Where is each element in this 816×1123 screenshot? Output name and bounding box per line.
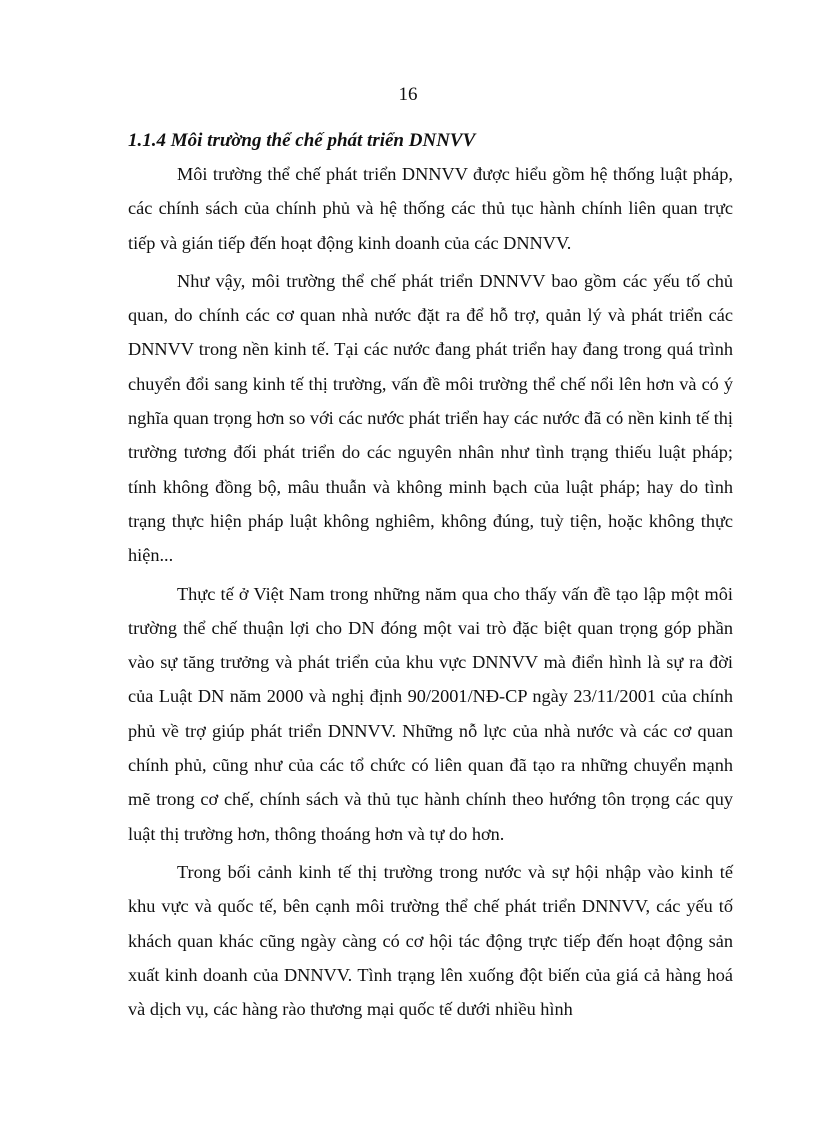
paragraph-vietnam-reality: Thực tế ở Việt Nam trong những năm qua cho thấy vấn đề tạo lập một môi trường thể chế thuận lợi cho DN đóng một vai trò đặc biệt quan trọng góp phần vào sự tăng trưởng và phát triển của khu vực DNNVV mà điển hình là sự ra đời của Luật DN năm 2000 và nghị định 90/2001/NĐ-CP ngày 23/11/2001 của chính phủ về trợ giúp phát triển DNNVV. Những nỗ lực của nhà nước và các cơ quan chính phủ, cũng như của các tổ chức có liên quan đã tạo ra những chuyển mạnh mẽ trong cơ chế, chính sách và thủ tục hành chính theo hướng tôn trọng các quy luật thị trường hơn, thông thoáng hơn và tự do hơn.	[128, 583, 733, 844]
page-content	[128, 124, 733, 1026]
paragraph-market-context: Trong bối cảnh kinh tế thị trường trong nước và sự hội nhập vào kinh tế khu vực và quốc tế, bên cạnh môi trường thể chế phát triển DNNVV, các yếu tố khách quan khác cũng ngày càng có cơ hội tác động trực tiếp đến hoạt động sản xuất kinh doanh của DNNVV. Tình trạng lên xuống đột biến của giá cả hàng hoá và dịch vụ, các hàng rào thương mại quốc tế dưới nhiều hình	[128, 861, 733, 1020]
paragraph-subjective-factors: Như vậy, môi trường thể chế phát triển DNNVV bao gồm các yếu tố chủ quan, do chính các cơ quan nhà nước đặt ra để hỗ trợ, quản lý và phát triển các DNNVV trong nền kinh tế. Tại các nước đang phát triển hay đang trong quá trình chuyển đổi sang kinh tế thị trường, vấn đề môi trường thể chế nổi lên hơn và có ý nghĩa quan trọng hơn so với các nước phát triển hay các nước đã có nền kinh tế thị trường tương đối phát triển do các nguyên nhân như tình trạng thiếu luật pháp; tính không đồng bộ, mâu thuẫn và không minh bạch của luật pháp; hay do tình trạng thực hiện pháp luật không nghiêm, không đúng, tuỳ tiện, hoặc không thực hiện...	[128, 270, 733, 566]
section-heading: 1.1.4 Môi trường thể chế phát triển DNNVV	[128, 130, 476, 151]
page-number: 16	[398, 84, 418, 105]
paragraph-definition: Môi trường thể chế phát triển DNNVV được hiểu gồm hệ thống luật pháp, các chính sách của chính phủ và hệ thống các thủ tục hành chính liên quan trực tiếp và gián tiếp đến hoạt động kinh doanh của các DNNVV.	[128, 164, 733, 253]
